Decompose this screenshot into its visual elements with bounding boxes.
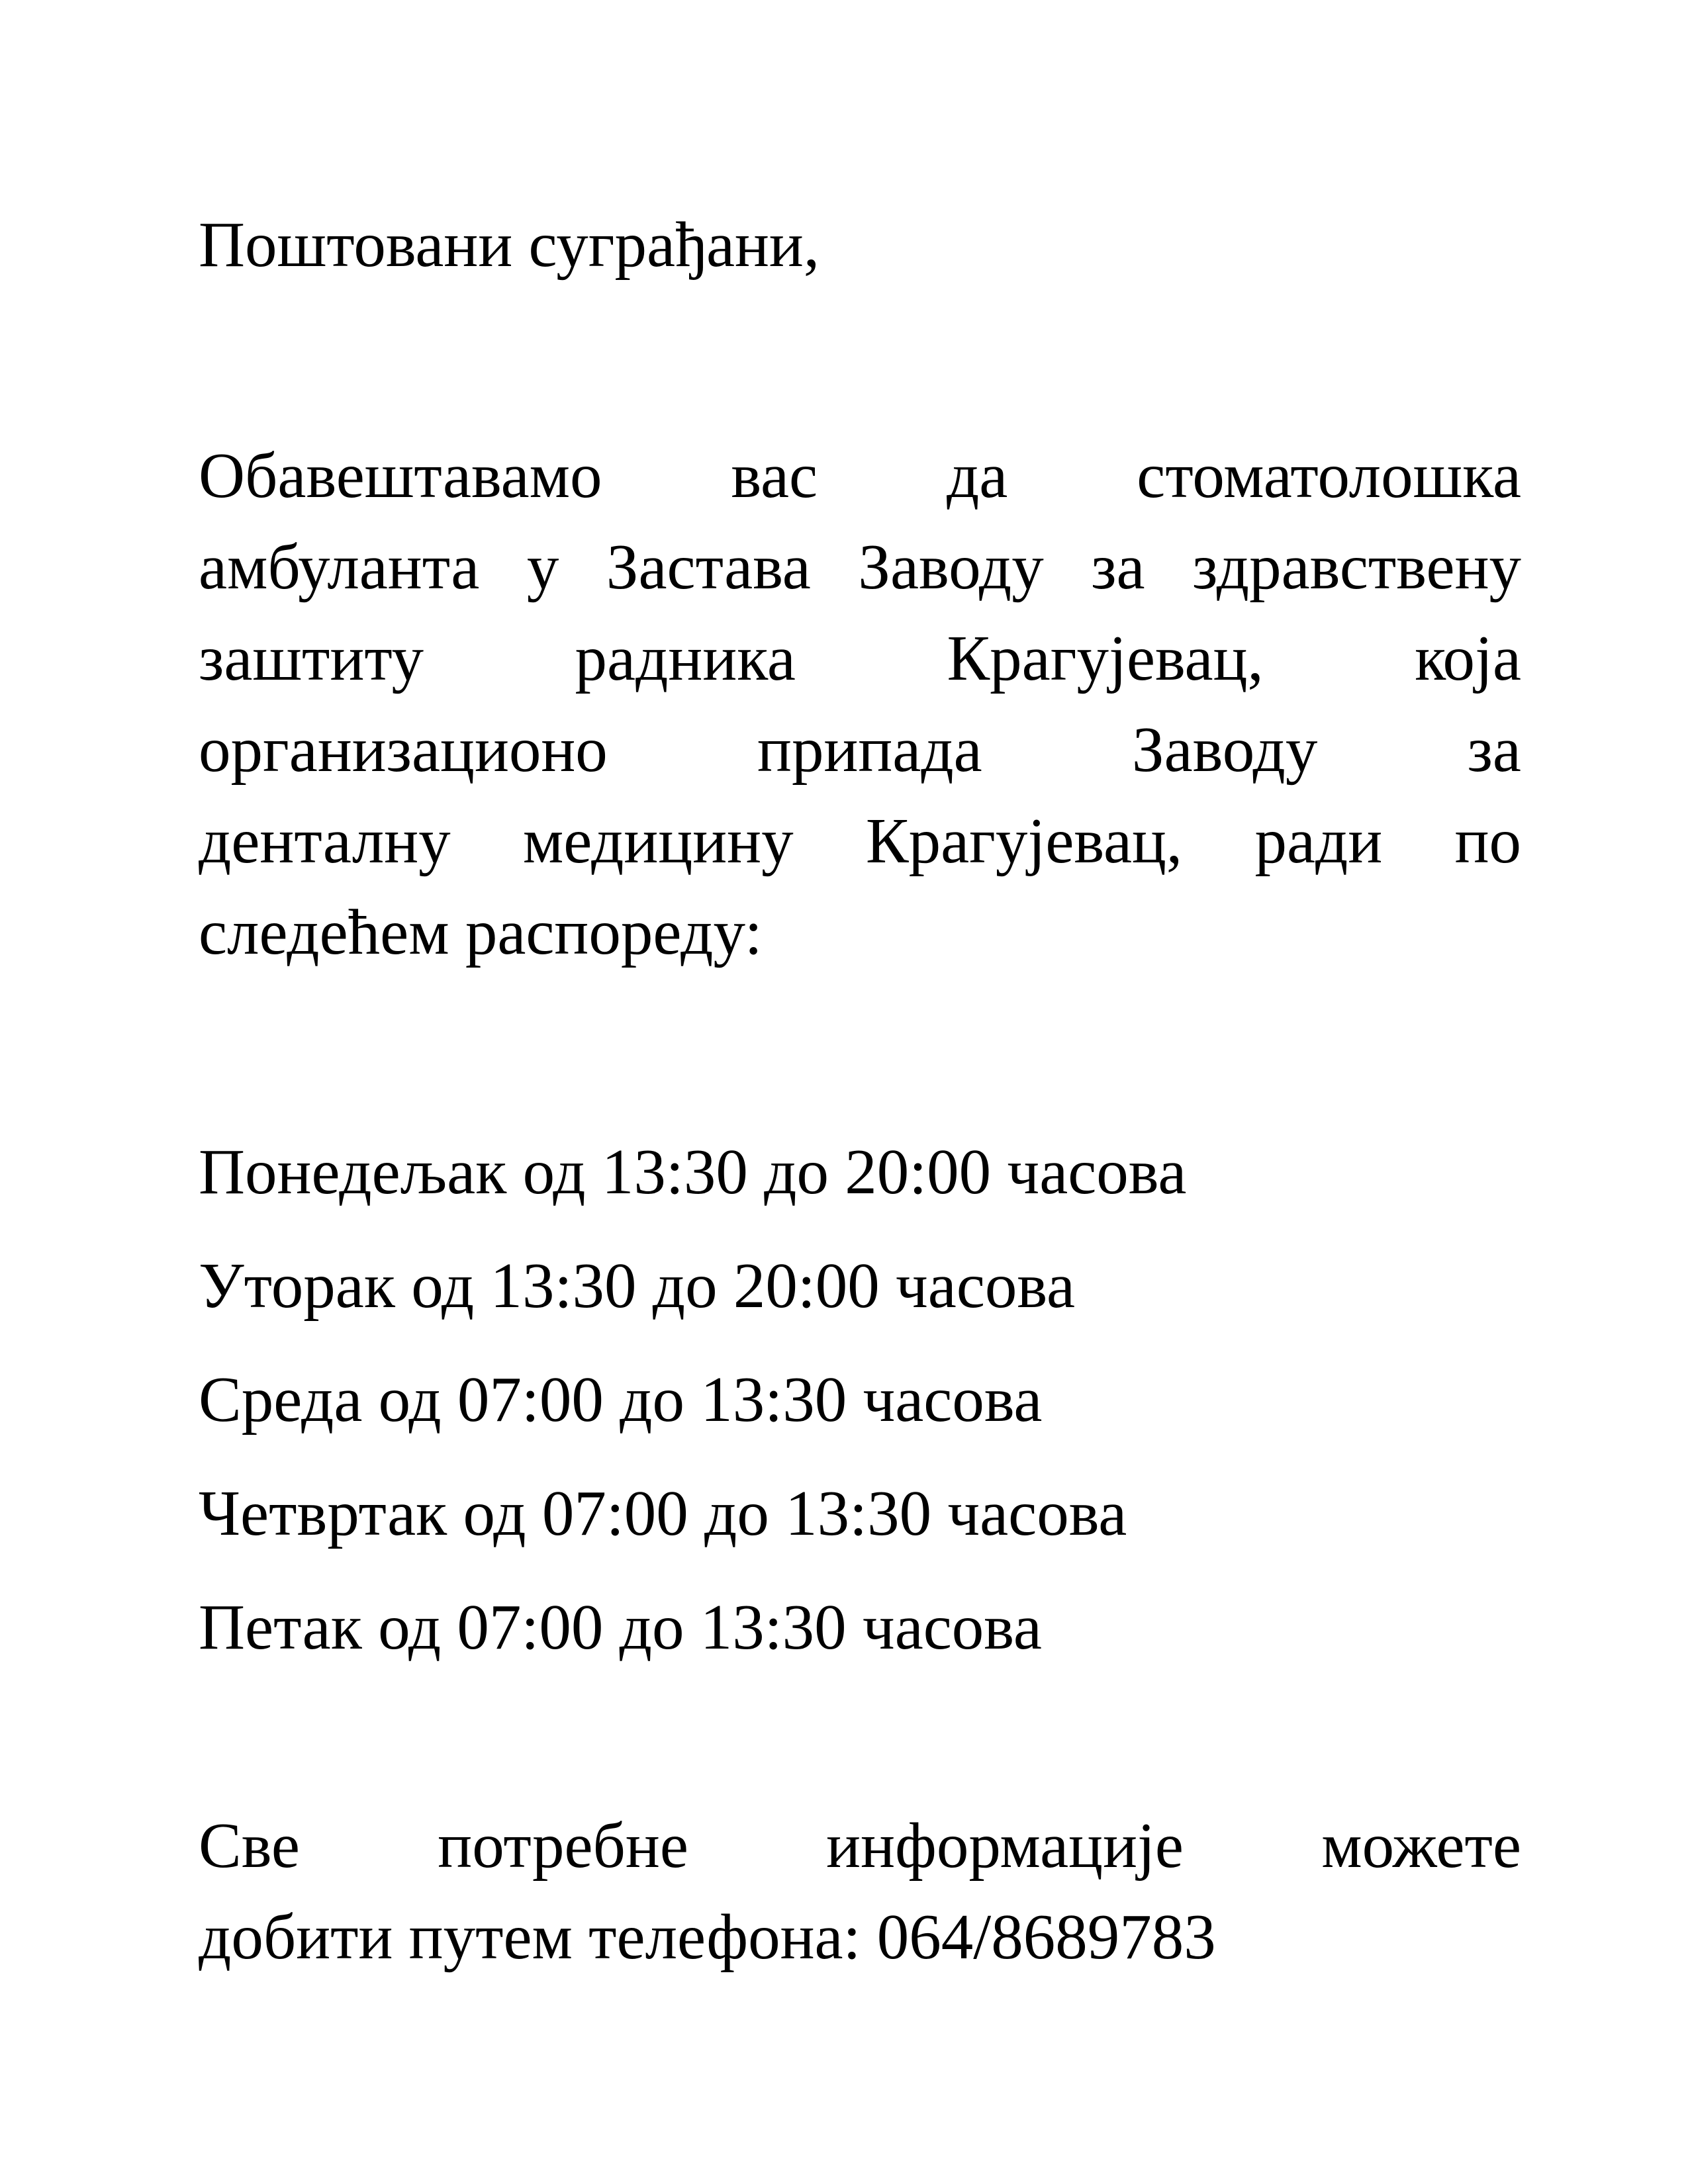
schedule-item-wednesday: Среда од 07:00 до 13:30 часова [199,1364,1043,1435]
schedule-item-friday: Петак од 07:00 до 13:30 часова [199,1592,1042,1662]
intro-line: Обавештавамо вас да стоматолошка [199,440,1521,511]
intro-line: организационо припада Заводу за [199,714,1521,785]
schedule-item-monday: Понедељак од 13:30 до 20:00 часова [199,1136,1187,1207]
contact-line: Све потребне информације можете [199,1810,1521,1881]
contact-paragraph [199,1800,1521,1983]
schedule-item-tuesday: Уторак од 13:30 до 20:00 часова [199,1250,1075,1321]
intro-line: заштиту радника Крагујевац, која [199,623,1521,694]
intro-paragraph [199,430,1521,978]
schedule-list [199,1115,1186,1684]
schedule-item-thursday: Четвртак од 07:00 до 13:30 часова [199,1478,1127,1549]
intro-line: денталну медицину Крагујевац, ради по [199,805,1521,876]
greeting: Поштовани суграђани, [199,209,820,280]
contact-line-phone: добити путем телефона: 064/8689783 [199,1901,1216,1972]
intro-line: амбуланта у Застава Заводу за здравствену [199,531,1521,602]
intro-line: следећем распореду: [199,897,763,968]
